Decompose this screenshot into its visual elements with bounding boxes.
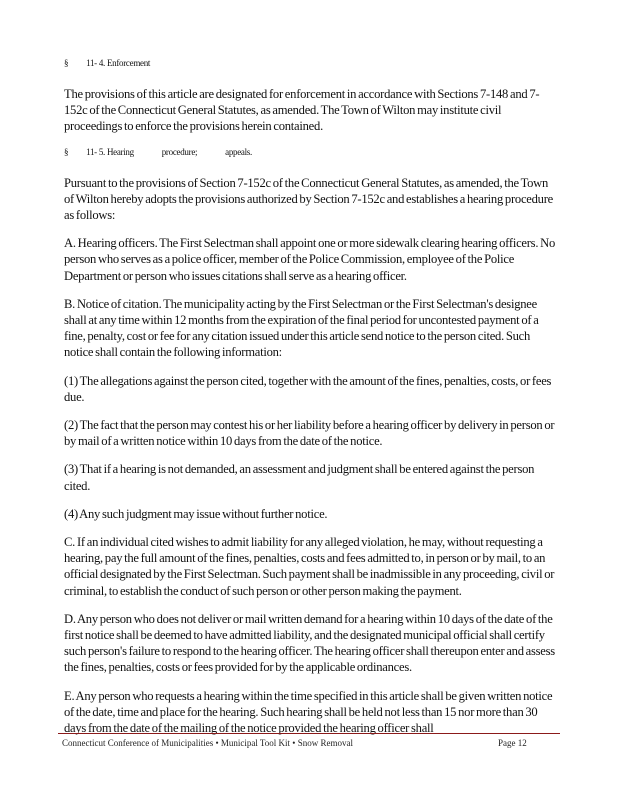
paragraph-a: A. Hearing officers. The First Selectman shall appoint one or more sidewalk clearing hearing officers. No person who serves as a police officer, member of the Police Commission, employee of the Police Department or person who issues citations shall serve as a hearing officer. (64, 236, 556, 283)
paragraph-c: C. If an individual cited wishes to admit liability for any alleged violation, he may, without requesting a hearing, pay the full amount of the fines, penalties, costs and fees admitted to, in person or by mail, to an official designated by the First Selectman. Such payment shall be inadmissible in any proceeding, civil or criminal, to establish the conduct of such person or other person making the payment. (64, 535, 555, 598)
section-heading-enforcement (64, 58, 559, 69)
page-content (64, 58, 559, 748)
section-title: Enforcement (106, 58, 151, 68)
section-number: 11- (86, 58, 97, 68)
section-title-part: appeals. (225, 146, 252, 157)
paragraph: The provisions of this article are designated for enforcement in accordance with Sections 7-148 and 7-152c of the Connecticut General Statutes, as amended. The Town of Wilton may institute civil proceedings to enforce the provisions herein contained. (64, 87, 540, 134)
paragraph-e: E. Any person who requests a hearing within the time specified in this article shall be given written notice of the date, time and place for the hearing. Such hearing shall be held not less than 15 nor more than 30 days from the date of the mailing of the notice provided the hearing officer shall (64, 688, 553, 736)
paragraph-d: D. Any person who does not deliver or mail written demand for a hearing within 10 days of the date of the first notice shall be deemed to have admitted liability, and the designated municipal official shall certify such person's failure to respond to the hearing officer. The hearing officer shall thereupon enter and assess the fines, penalties, costs or fees provided for by the applicable ordinances. (64, 611, 555, 675)
section-heading-hearing (64, 147, 559, 158)
section-title-part: procedure; (161, 146, 198, 157)
list-item-2: (2) The fact that the person may contest his or her liability before a hearing officer by delivery in person or by mail of a written notice within 10 days from the date of the notice. (64, 418, 555, 449)
list-item-4: (4) Any such judgment may issue without further notice. (64, 506, 328, 521)
list-item-3: (3) That if a hearing is not demanded, an assessment and judgment shall be entered against the person cited. (64, 462, 535, 493)
section-symbol: § (64, 58, 69, 68)
section-subnumber: 4. (98, 58, 105, 68)
paragraph: Pursuant to the provisions of Section 7-152c of the Connecticut General Statutes, as amended, the Town of Wilton hereby adopts the provisions authorized by Section 7-152c and establishes a hearing procedure as follows: (64, 175, 554, 223)
footer-divider (58, 733, 560, 734)
page-number: Page 12 (498, 738, 527, 748)
list-item-1: (1) The allegations against the person cited, together with the amount of the fines, penalties, costs, or fees due. (64, 373, 552, 404)
section-number: 11- (86, 146, 97, 157)
section-symbol: § (64, 146, 69, 157)
paragraph-b: B. Notice of citation. The municipality acting by the First Selectman or the First Selectman's designee shall at any time within 12 months from the expiration of the final period for uncontested payment of a fine, penalty, cost or fee for any citation issued under this article send notice to the person cited. Such notice shall contain the following information: (64, 296, 539, 360)
section-subnumber: 5. (98, 146, 105, 157)
section-title: Hearing (106, 146, 134, 157)
footer-title: Connecticut Conference of Municipalities • Municipal Tool Kit • Snow Removal (62, 738, 353, 748)
